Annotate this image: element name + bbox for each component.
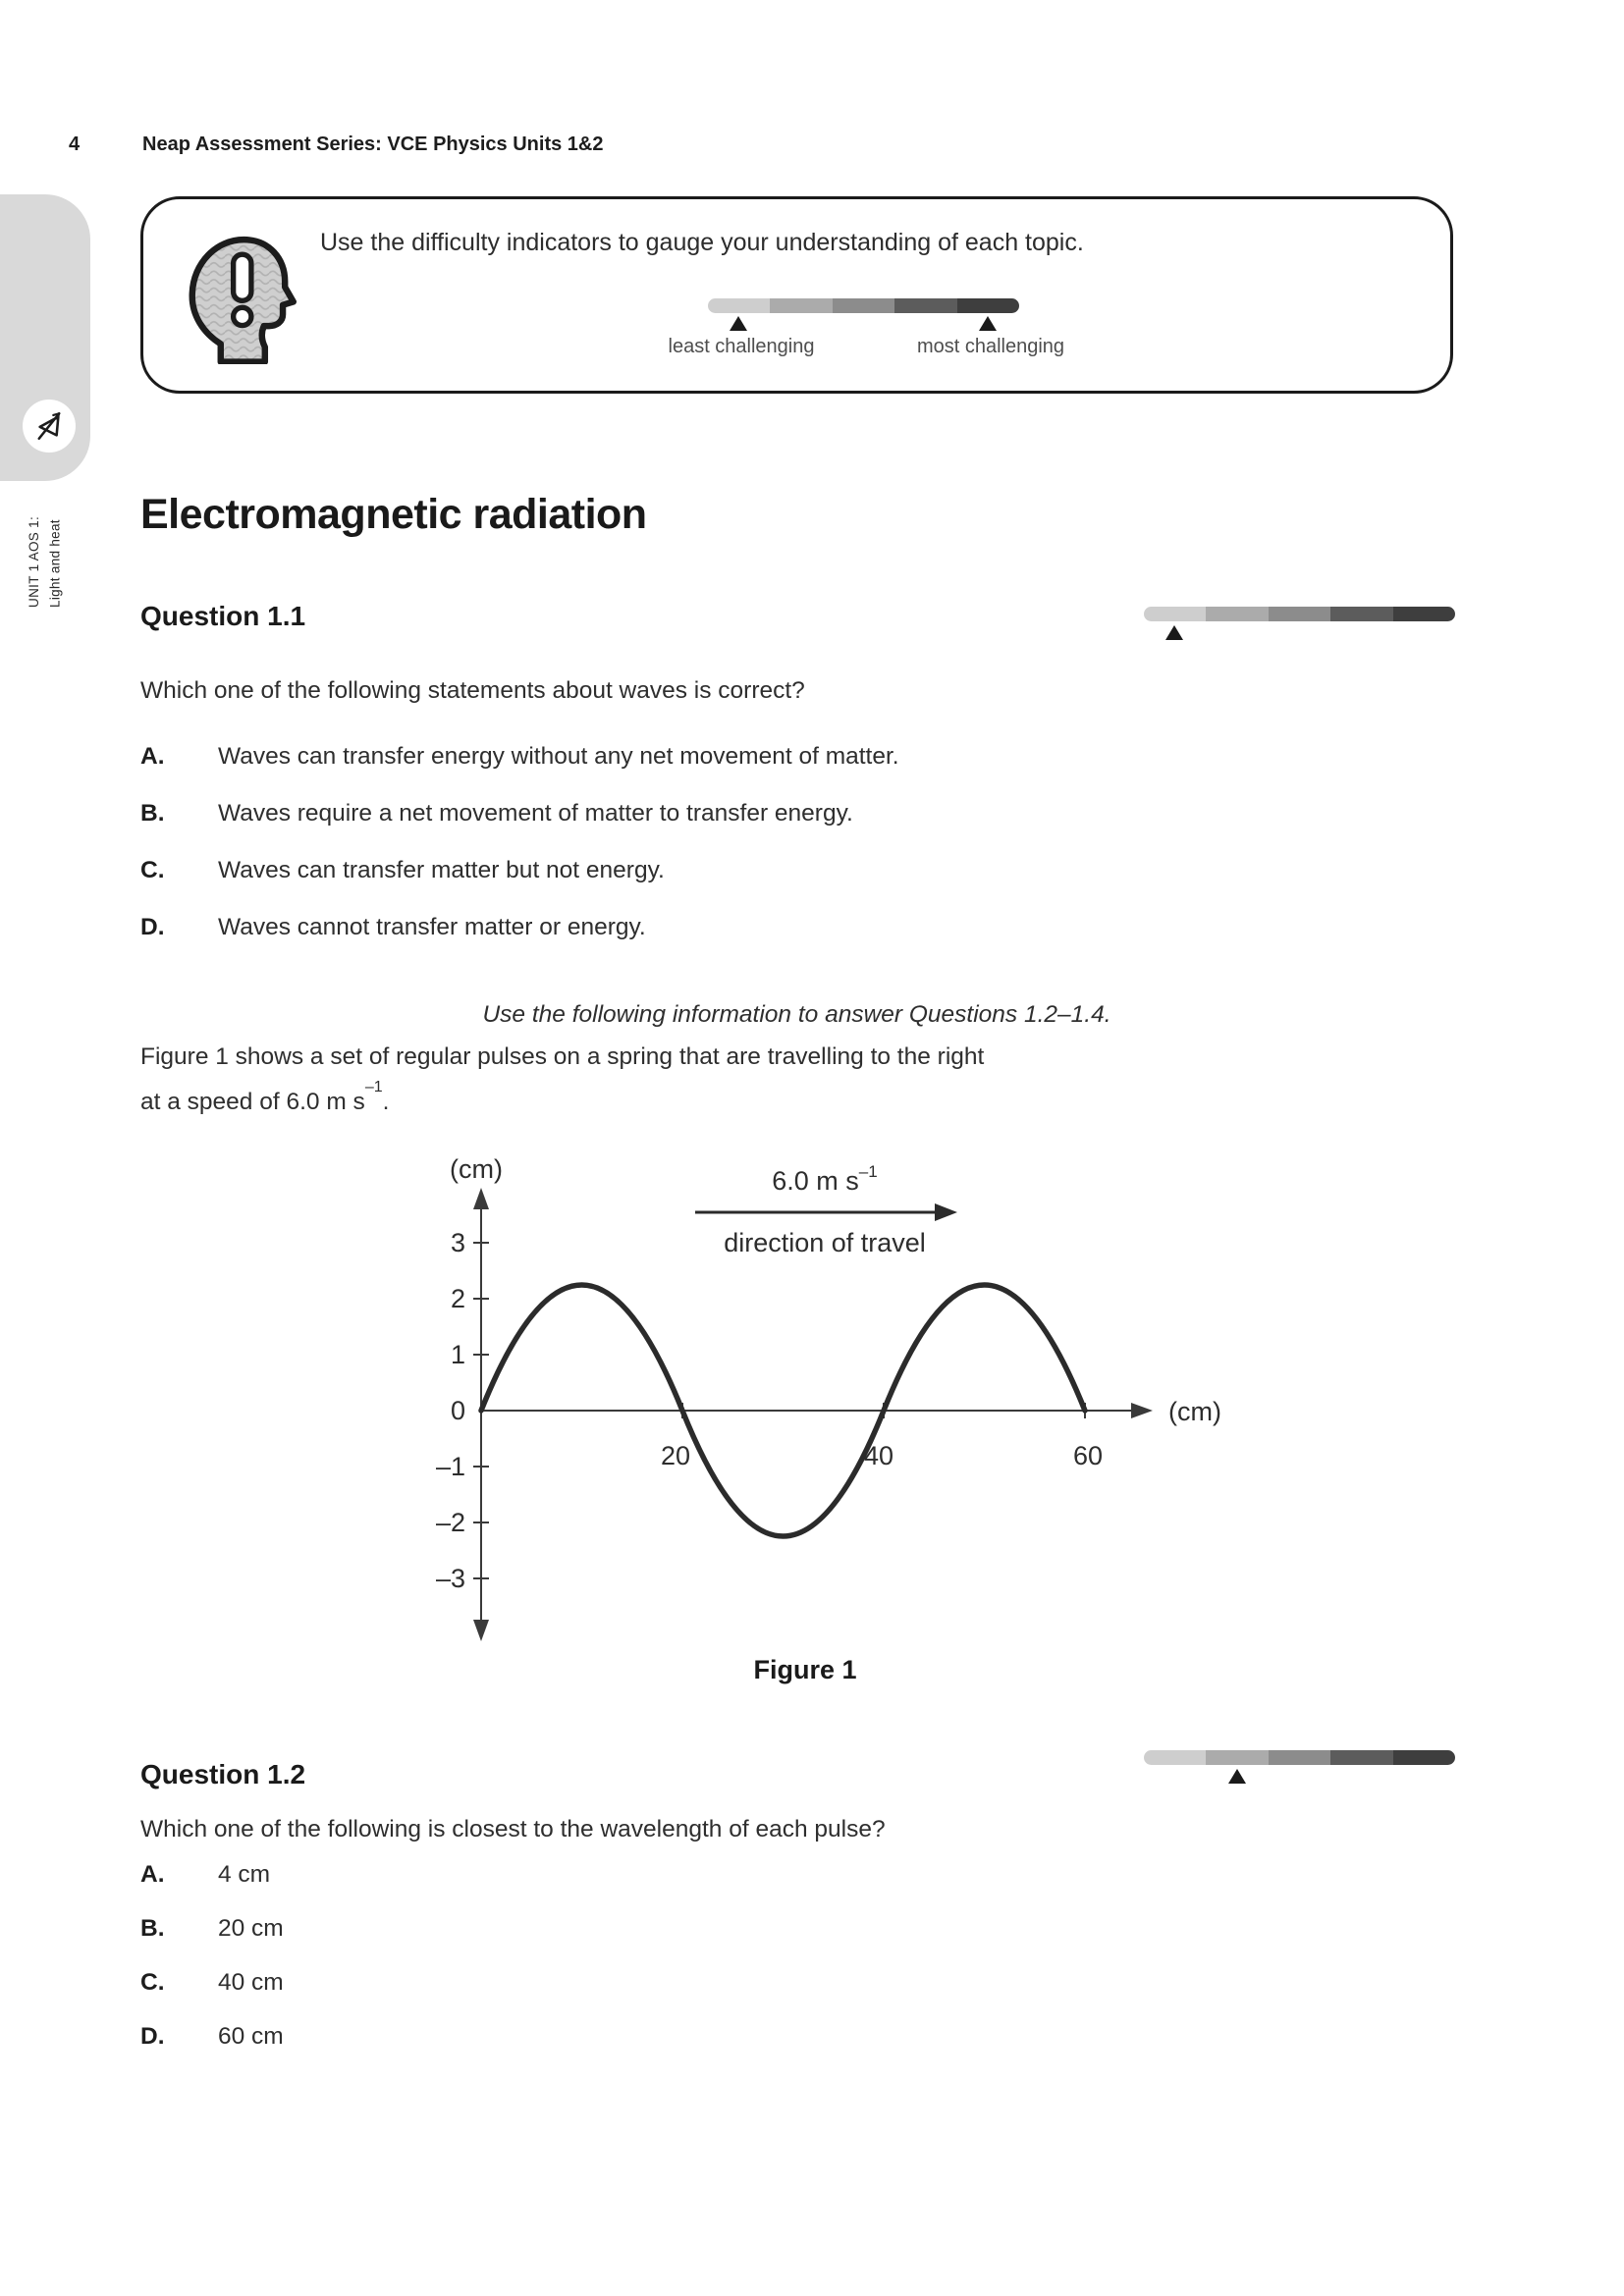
option-row: [140, 2023, 165, 2051]
difficulty-scale-bar: [708, 298, 1019, 313]
difficulty-segment: [708, 298, 770, 313]
y-tick-neg1: –1: [435, 1452, 465, 1481]
question-1-2-difficulty: [1144, 1750, 1455, 1765]
difficulty-bar: [1144, 1750, 1455, 1765]
option-text: 60 cm: [218, 2023, 284, 2050]
y-tick-1: 1: [450, 1340, 465, 1369]
most-challenging-arrow-icon: [979, 316, 997, 331]
speed-exponent: –1: [364, 1079, 383, 1095]
difficulty-segment: [1269, 607, 1330, 621]
speed-value: 6.0 m s: [772, 1166, 859, 1196]
most-challenging-label: most challenging: [916, 336, 1065, 357]
speed-exponent: –1: [858, 1162, 878, 1181]
y-axis-label: (cm): [450, 1154, 503, 1184]
sentence-period: .: [382, 1089, 390, 1116]
difficulty-marker-arrow-icon: [1165, 625, 1183, 640]
unit-tab: [0, 194, 90, 608]
difficulty-segment: [894, 298, 956, 313]
y-axis-down-arrow-icon: [473, 1620, 489, 1641]
option-letter: D.: [140, 914, 165, 940]
option-letter: B.: [140, 1915, 165, 1942]
instruction-line: Use the following information to answer Questions 1.2–1.4.: [482, 1001, 1111, 1028]
option-text: 40 cm: [218, 1969, 284, 1996]
difficulty-segment: [1144, 607, 1206, 621]
difficulty-segment: [1330, 1750, 1392, 1765]
difficulty-segment: [1393, 607, 1455, 621]
question-1-1-prompt: Which one of the following statements about waves is correct?: [140, 677, 805, 704]
difficulty-segment: [957, 298, 1019, 313]
option-letter: C.: [140, 857, 165, 883]
unit-tab-label-line2: Light and heat: [48, 518, 63, 608]
difficulty-segment: [1330, 607, 1392, 621]
option-row: [140, 914, 165, 941]
speed-annotation: [772, 1162, 877, 1196]
option-text: Waves require a net movement of matter to transfer energy.: [218, 800, 853, 827]
least-challenging-arrow-icon: [730, 316, 747, 331]
y-tick-neg2: –2: [435, 1508, 465, 1537]
option-text: 20 cm: [218, 1915, 284, 1942]
difficulty-segment: [1206, 1750, 1268, 1765]
y-tick-3: 3: [450, 1228, 465, 1257]
option-row: [140, 1969, 165, 1997]
figure-caption: Figure 1: [753, 1655, 857, 1684]
option-letter: A.: [140, 743, 165, 770]
question-1-2-prompt: Which one of the following is closest to the wavelength of each pulse?: [140, 1816, 886, 1842]
y-tick-2: 2: [450, 1284, 465, 1313]
least-challenging-label: least challenging: [668, 336, 815, 357]
difficulty-segment: [1144, 1750, 1206, 1765]
option-row: [140, 743, 165, 771]
direction-of-travel-label: direction of travel: [724, 1228, 926, 1257]
alert-head-icon: [181, 227, 297, 364]
figure-1-wave-diagram: [422, 1139, 1257, 1674]
direction-arrowhead-icon: [935, 1203, 957, 1221]
unit-tab-icon-circle: [23, 400, 76, 453]
y-axis-up-arrow-icon: [473, 1188, 489, 1209]
difficulty-info-text: Use the difficulty indicators to gauge your understanding of each topic.: [320, 229, 1084, 256]
figure-description-line2: [140, 1079, 390, 1116]
difficulty-bar: [1144, 607, 1455, 621]
option-row: [140, 1915, 165, 1943]
question-1-1-title: Question 1.1: [140, 601, 306, 631]
section-title: Electromagnetic radiation: [140, 491, 647, 538]
y-tick-neg3: –3: [435, 1564, 465, 1593]
option-text: Waves can transfer energy without any net movement of matter.: [218, 743, 899, 770]
difficulty-segment: [1269, 1750, 1330, 1765]
option-text: 4 cm: [218, 1861, 271, 1888]
difficulty-marker-arrow-icon: [1228, 1769, 1246, 1784]
question-1-1-difficulty: [1144, 607, 1455, 621]
difficulty-info-box: [140, 196, 1453, 394]
x-axis-label: (cm): [1168, 1397, 1221, 1426]
unit-tab-label: [0, 454, 90, 669]
difficulty-segment: [770, 298, 832, 313]
option-text: Waves cannot transfer matter or energy.: [218, 914, 646, 940]
option-row: [140, 800, 165, 828]
unit-tab-label-line1: UNIT 1 AOS 1:: [27, 515, 42, 608]
x-tick-20: 20: [660, 1441, 691, 1470]
question-1-2-title: Question 1.2: [140, 1759, 306, 1789]
page-number: 4: [69, 133, 81, 155]
x-axis-arrow-icon: [1131, 1403, 1153, 1418]
x-tick-40: 40: [863, 1441, 894, 1470]
option-letter: A.: [140, 1861, 165, 1888]
x-tick-60: 60: [1072, 1441, 1104, 1470]
option-text: Waves can transfer matter but not energy.: [218, 857, 665, 883]
option-letter: C.: [140, 1969, 165, 1996]
speed-text: at a speed of 6.0 m s: [140, 1089, 365, 1116]
option-row: [140, 857, 165, 884]
option-letter: D.: [140, 2023, 165, 2050]
y-tick-0: 0: [450, 1396, 465, 1425]
figure-description-line1: Figure 1 shows a set of regular pulses on a spring that are travelling to the right: [140, 1043, 985, 1070]
option-row: [140, 1861, 165, 1889]
difficulty-segment: [833, 298, 894, 313]
header-title: Neap Assessment Series: VCE Physics Units 1&2: [142, 133, 604, 155]
option-letter: B.: [140, 800, 165, 827]
difficulty-segment: [1393, 1750, 1455, 1765]
prism-light-icon: [32, 409, 66, 443]
difficulty-segment: [1206, 607, 1268, 621]
